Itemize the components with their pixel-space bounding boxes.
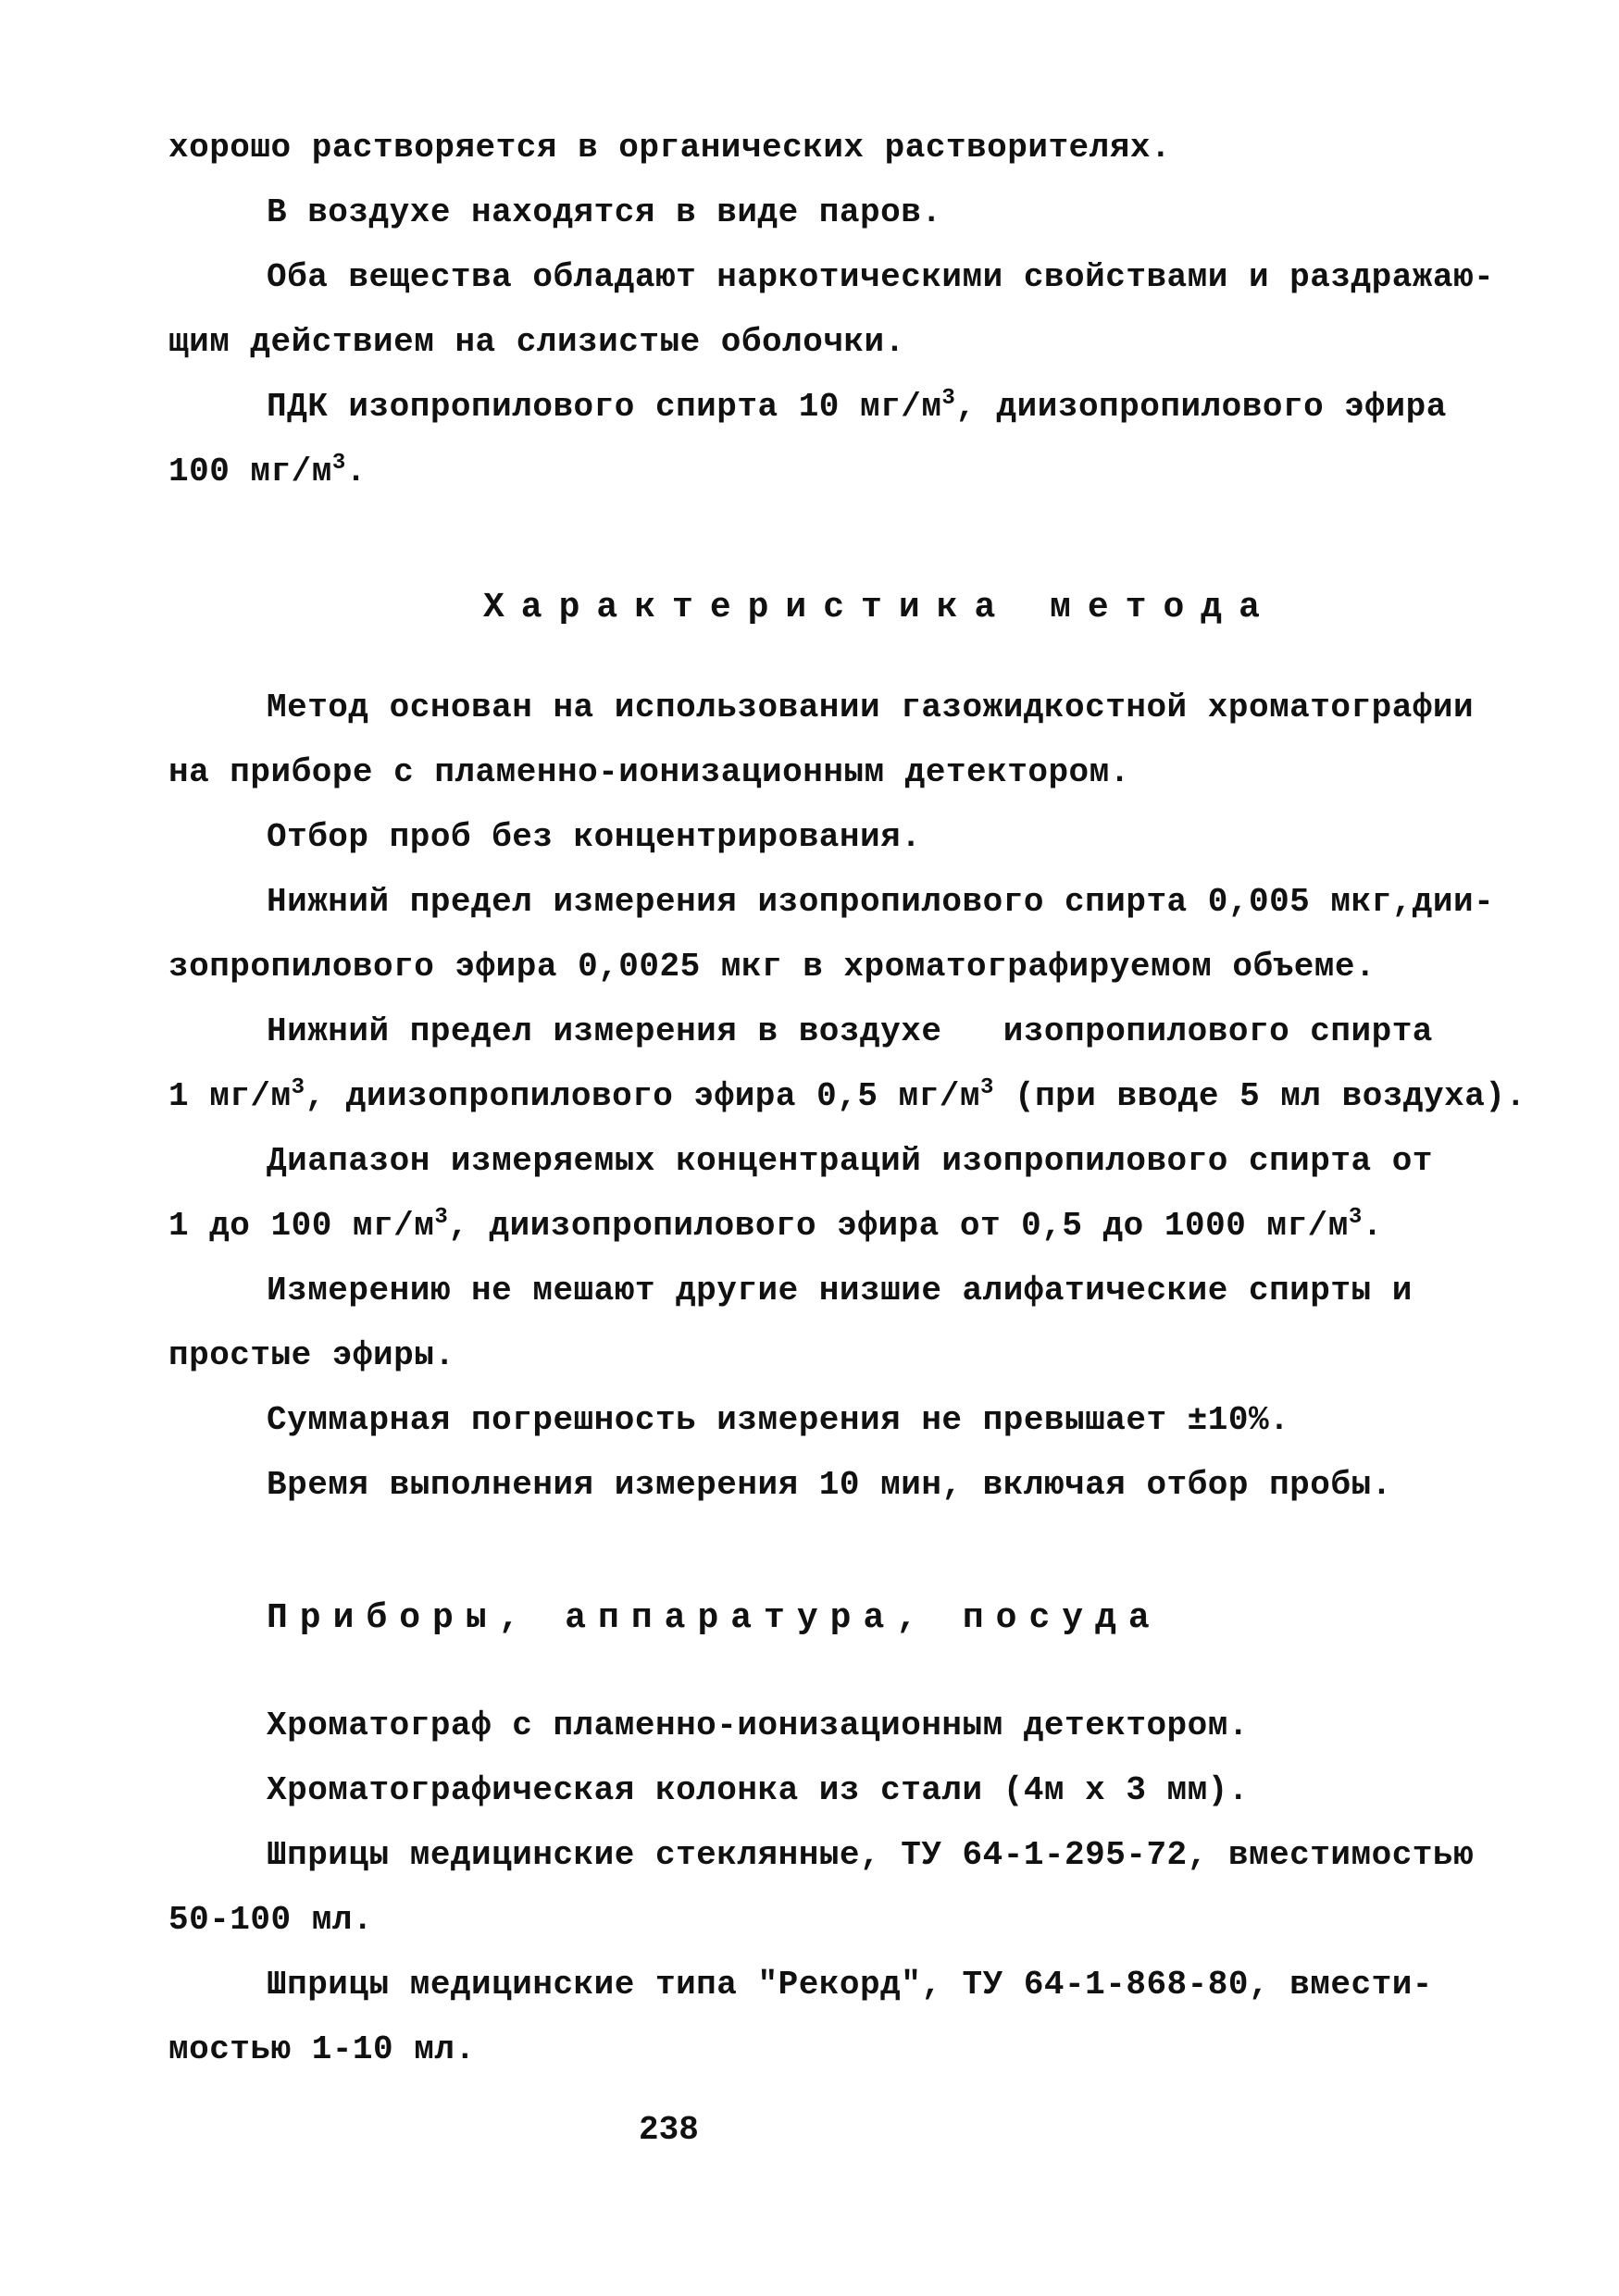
text-line: В воздухе находятся в виде паров.: [267, 193, 942, 231]
text-line: Оба вещества обладают наркотическими свойствами и раздражаю-: [267, 258, 1495, 296]
superscript: 3: [331, 451, 346, 476]
text-line: 50-100 мл.: [168, 1901, 374, 1939]
text-segment: (при вводе 5 мл воздуха).: [993, 1077, 1526, 1115]
section-heading: Приборы, аппаратура, посуда: [267, 1598, 1162, 1638]
text-line: Измерению не мешают другие низшие алифатические спирты и: [267, 1272, 1413, 1309]
superscript: 3: [291, 1075, 305, 1100]
superscript: 3: [979, 1075, 994, 1100]
text-line: простые эфиры.: [168, 1336, 455, 1374]
text-line: Нижний предел измерения изопропилового спирта 0,005 мкг,дии-: [267, 883, 1495, 921]
text-line: Хроматографическая колонка из стали (4м х 3 мм).: [267, 1771, 1249, 1809]
text-line: Суммарная погрешность измерения не превышает ±10%.: [267, 1401, 1290, 1439]
text-line: [168, 1076, 1526, 1117]
text-line: Метод основан на использовании газожидкостной хроматографии: [267, 689, 1475, 726]
text-line: [168, 1206, 1383, 1247]
text-line: мостью 1-10 мл.: [168, 2030, 476, 2068]
text-line: [168, 452, 367, 492]
page-number: 238: [639, 2111, 699, 2149]
superscript: 3: [941, 386, 956, 411]
text-line: зопропилового эфира 0,0025 мкг в хроматографируемом объеме.: [168, 948, 1376, 986]
text-segment: .: [345, 453, 367, 490]
text-line: Диапазон измеряемых концентраций изопропилового спирта от: [267, 1142, 1433, 1180]
text-line: на приборе с пламенно-ионизационным детектором.: [168, 753, 1130, 791]
text-line: щим действием на слизистые оболочки.: [168, 323, 905, 361]
text-line: Время выполнения измерения 10 мин, включая отбор пробы.: [267, 1466, 1392, 1504]
superscript: 3: [434, 1205, 449, 1230]
text-line: Шприцы медицинские стеклянные, ТУ 64-1-295-72, вместимостью: [267, 1836, 1475, 1874]
text-segment: 1 до 100 мг/м: [168, 1207, 435, 1245]
section-heading: Характеристика метода: [483, 588, 1277, 627]
text-segment: ПДК изопропилового спирта 10 мг/м: [267, 388, 942, 426]
text-line: Шприцы медицинские типа "Рекорд", ТУ 64-1-868-80, вмести-: [267, 1966, 1433, 2004]
text-line: [267, 387, 1447, 428]
text-line: хорошо растворяется в органических растворителях.: [168, 129, 1172, 167]
text-segment: 1 мг/м: [168, 1077, 292, 1115]
text-segment: 100 мг/м: [168, 453, 332, 490]
text-segment: , диизопропилового эфира: [955, 388, 1447, 426]
text-line: Хроматограф с пламенно-ионизационным детектором.: [267, 1706, 1249, 1744]
text-segment: .: [1362, 1207, 1383, 1245]
text-segment: , диизопропилового эфира 0,5 мг/м: [305, 1077, 980, 1115]
text-line: Отбор проб без концентрирования.: [267, 818, 922, 856]
text-segment: , диизопропилового эфира от 0,5 до 1000 мг/м: [448, 1207, 1349, 1245]
superscript: 3: [1348, 1205, 1363, 1230]
text-line: Нижний предел измерения в воздухе изопропилового спирта: [267, 1012, 1433, 1050]
